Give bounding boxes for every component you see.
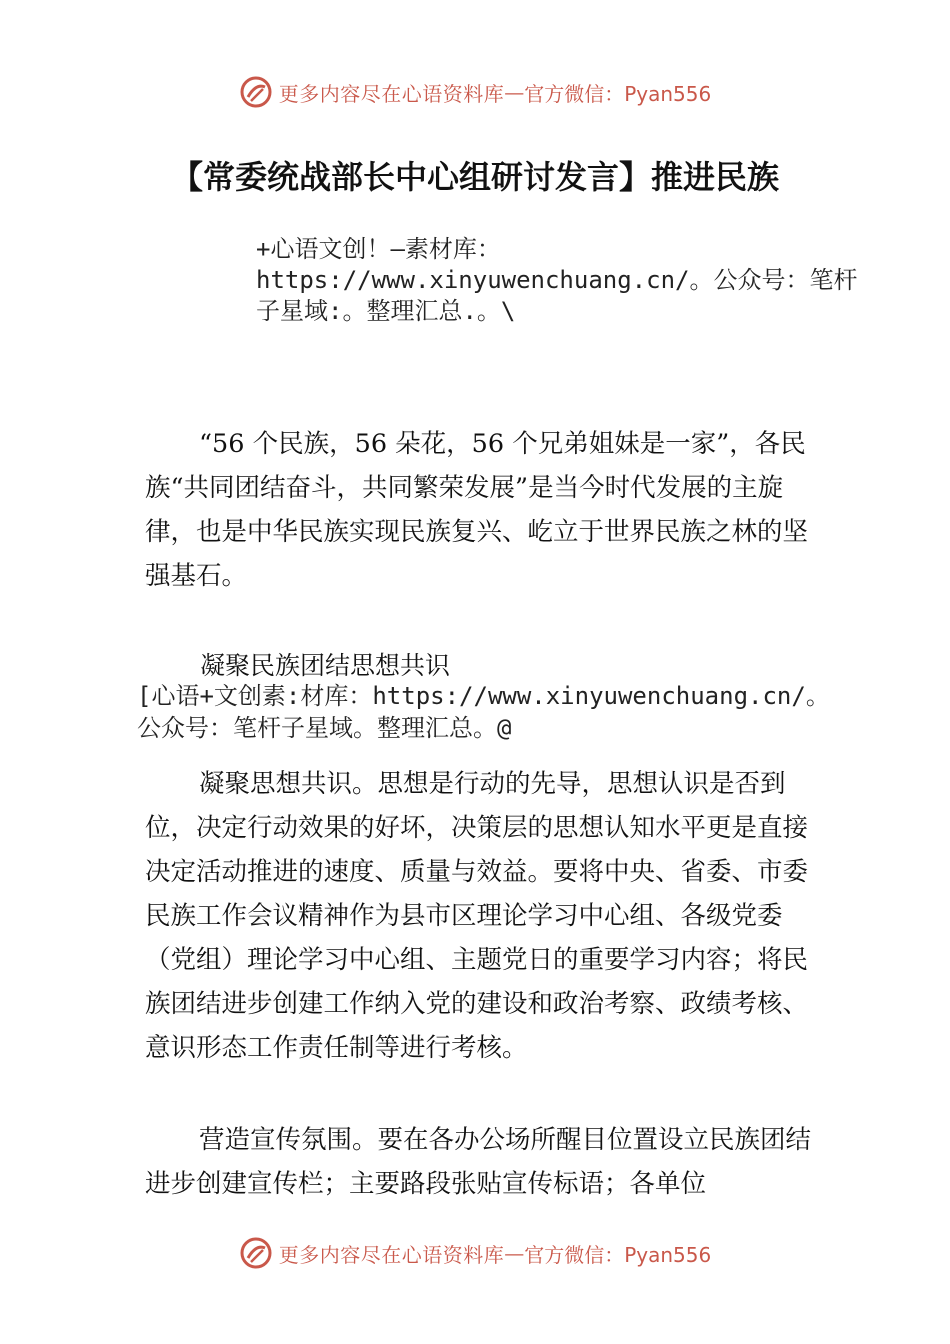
banner-wechat: 官方微信：Pyan556	[524, 1242, 712, 1267]
banner-wechat: 官方微信：Pyan556	[524, 81, 712, 106]
logo-icon	[239, 75, 273, 109]
paragraph-text: 营造宣传氛围。要在各办公场所醒目位置设立民族团结进步创建宣传栏；主要路段张贴宣传标语；各单位	[145, 1125, 812, 1199]
paragraph-text: 凝聚思想共识。思想是行动的先导，思想认识是否到位，决定行动效果的好坏，决策层的思想认知水平更是直接决定活动推进的速度、质量与效益。要将中央、省委、市委民族工作会议精神作为县市区理论学习中心组、各级党委（党组）理论学习中心组、主题党日的重要学习内容；将民族团结进步创建工作纳入党的建设和政治考察、政绩考核、意识形态工作责任制等进行考核。	[145, 769, 809, 1063]
paragraph-atmosphere	[145, 1118, 815, 1206]
source-note: +心语文创！—素材库：https://www.xinyuwenchuang.cn/。公众号：笔杆子星域:。整理汇总.。\	[256, 235, 858, 325]
document-title: 【常委统战部长中心组研讨发言】推进民族	[170, 158, 779, 196]
source-note-2: [心语+文创素:材库：https://www.xinyuwenchuang.cn/。公众号：笔杆子星域。整理汇总。@	[137, 682, 830, 742]
header-watermark-banner	[0, 72, 950, 112]
paragraph-text: “56 个民族，56 朵花，56 个兄弟姐妹是一家”，各民族“共同团结奋斗，共同繁荣发展”是当今时代发展的主旋律，也是中华民族实现民族复兴、屹立于世界民族之林的坚强基石。	[145, 429, 809, 591]
logo-icon	[239, 1236, 273, 1270]
footer-watermark-banner	[0, 1233, 950, 1273]
section-heading: 凝聚民族团结思想共识	[200, 651, 451, 680]
banner-separator: —	[504, 1241, 525, 1265]
banner-separator: —	[504, 80, 525, 104]
paragraph-intro	[145, 422, 815, 598]
paragraph-consensus	[145, 762, 815, 1070]
banner-text: 更多内容尽在心语资料库	[278, 81, 505, 106]
banner-text: 更多内容尽在心语资料库	[278, 1242, 505, 1267]
